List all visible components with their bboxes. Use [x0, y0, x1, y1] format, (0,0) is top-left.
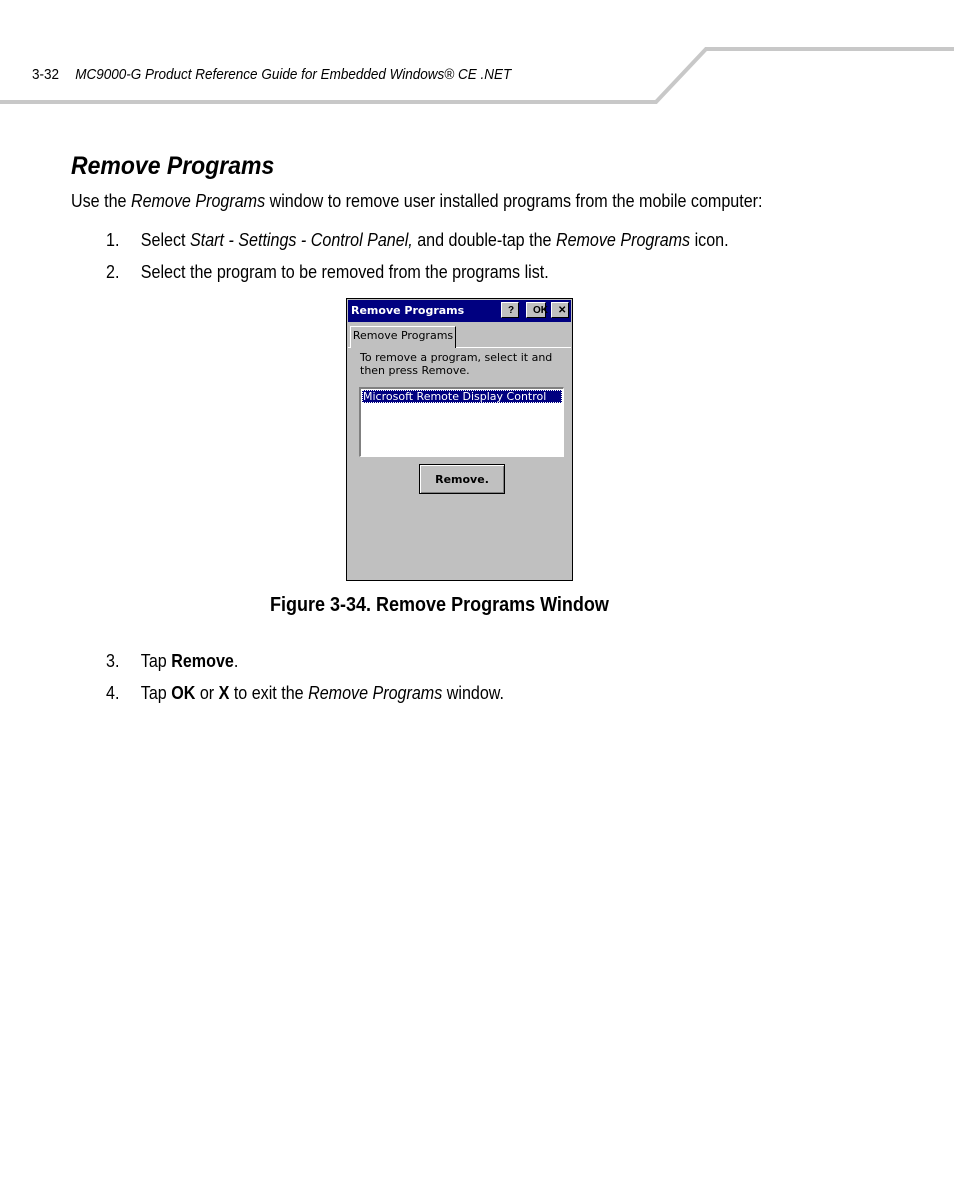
tab-divider — [456, 347, 571, 348]
dialog-titlebar — [348, 300, 571, 322]
section-title: Remove Programs — [71, 152, 275, 180]
intro-paragraph: Use the Remove Programs window to remove user installed programs from the mobile computer: — [71, 190, 763, 211]
page-number: 3-32 — [32, 66, 60, 83]
tab-divider — [348, 347, 350, 348]
ok-button[interactable]: OK — [526, 302, 546, 318]
step-2: 2. Select the program to be removed from the programs list. — [106, 261, 549, 282]
help-button[interactable]: ? — [501, 302, 519, 318]
running-title: MC9000-G Product Reference Guide for Embedded Windows® CE .NET — [75, 66, 512, 83]
step-1: 1. Select Start - Settings - Control Panel, and double-tap the Remove Programs icon. — [106, 229, 729, 250]
remove-button[interactable]: Remove. — [419, 464, 505, 494]
dialog-title: Remove Programs — [351, 304, 465, 317]
running-header — [32, 66, 511, 83]
header-rule — [0, 0, 954, 110]
programs-list[interactable] — [359, 387, 564, 457]
remove-programs-dialog — [346, 298, 573, 581]
dialog-instructions: To remove a program, select it and then press Remove. — [360, 351, 553, 377]
step-3: 3. Tap Remove. — [106, 650, 239, 671]
step-4: 4. Tap OK or X to exit the Remove Programs window. — [106, 682, 505, 703]
figure-caption: Figure 3-34. Remove Programs Window — [270, 594, 609, 616]
tab-remove-programs[interactable]: Remove Programs — [350, 326, 456, 348]
close-button[interactable]: ✕ — [551, 302, 569, 318]
list-item[interactable]: Microsoft Remote Display Control — [362, 390, 562, 403]
